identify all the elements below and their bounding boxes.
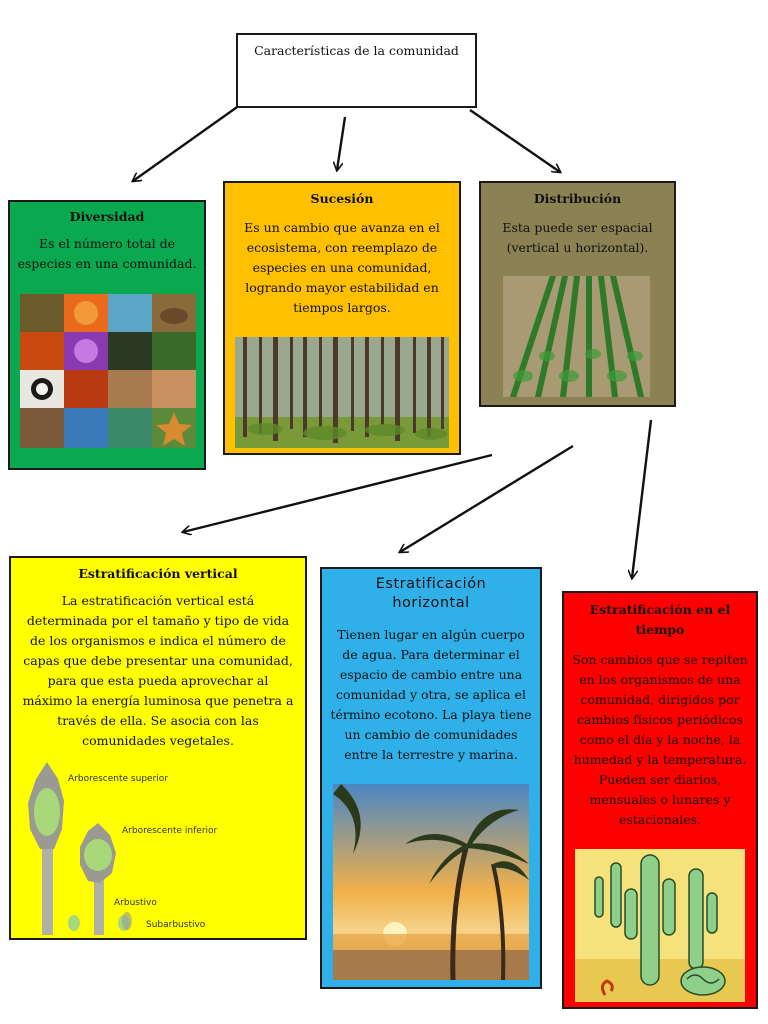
- crop-rows-image: [503, 276, 650, 397]
- distribucion-text: Esta puede ser espacial (vertical u horizontal).: [502, 220, 653, 255]
- arrow-to-sucesion: [337, 117, 345, 170]
- forest-image: [235, 337, 449, 448]
- diversidad-text: Es el número total de especies en una comunidad.: [17, 236, 197, 271]
- root-label: Características de la comunidad: [254, 43, 459, 58]
- vertical-title: Estratificación vertical: [78, 566, 238, 581]
- root-box: [236, 33, 477, 108]
- arrow-to-diversidad: [133, 105, 240, 181]
- vertical-text: La estratificación vertical está determinada por el tamaño y tipo de vida de los organismos e indica el número de capas que debe presentar una comunidad, para que esta pueda aprovechar al máximo la energía luminosa que penetra a través de ella. Se asocia con las comunidades vegetales.: [22, 593, 294, 748]
- arrow-to-vertical: [183, 455, 492, 532]
- animal-mosaic-image: [20, 294, 196, 448]
- tiempo-text: Son cambios que se repiten en los organismos de una comunidad, dirigidos por cambios físicos periódicos como el día y la noche, la humedad y la temperatura. Pueden ser diarios, mensuales o lunares y estacionales.: [572, 652, 748, 827]
- beach-sunset-image: [333, 784, 529, 980]
- distribucion-title: Distribución: [533, 191, 622, 206]
- strata-label-arborescente-superior: Arborescente superior: [68, 774, 168, 784]
- diversidad-title: Diversidad: [69, 209, 145, 224]
- desert-cactus-illustration: [575, 849, 745, 1002]
- arrow-to-horizontal: [400, 446, 573, 552]
- strata-label-arborescente-inferior: Arborescente inferior: [122, 826, 218, 836]
- sucesion-text: Es un cambio que avanza en el ecosistema, con reemplazo de especies en una comunidad, logrando mayor estabilidad en tiempos largos.: [244, 220, 440, 315]
- strata-label-subarbustivo: Subarbustivo: [146, 920, 206, 930]
- arrow-to-tiempo: [632, 420, 651, 578]
- tiempo-title: Estratificación en el tiempo: [589, 602, 731, 637]
- arrow-to-distribucion: [470, 110, 560, 172]
- sucesion-title: Sucesión: [310, 191, 374, 206]
- strata-label-arbustivo: Arbustivo: [114, 898, 157, 908]
- horizontal-text: Tienen lugar en algún cuerpo de agua. Para determinar el espacio de cambio entre una comunidad y otra, se aplica el término ecotono. La playa tiene un cambio de comunidades entre la terrestre y marina.: [330, 627, 532, 762]
- horizontal-title: Estratificación horizontal: [375, 576, 487, 611]
